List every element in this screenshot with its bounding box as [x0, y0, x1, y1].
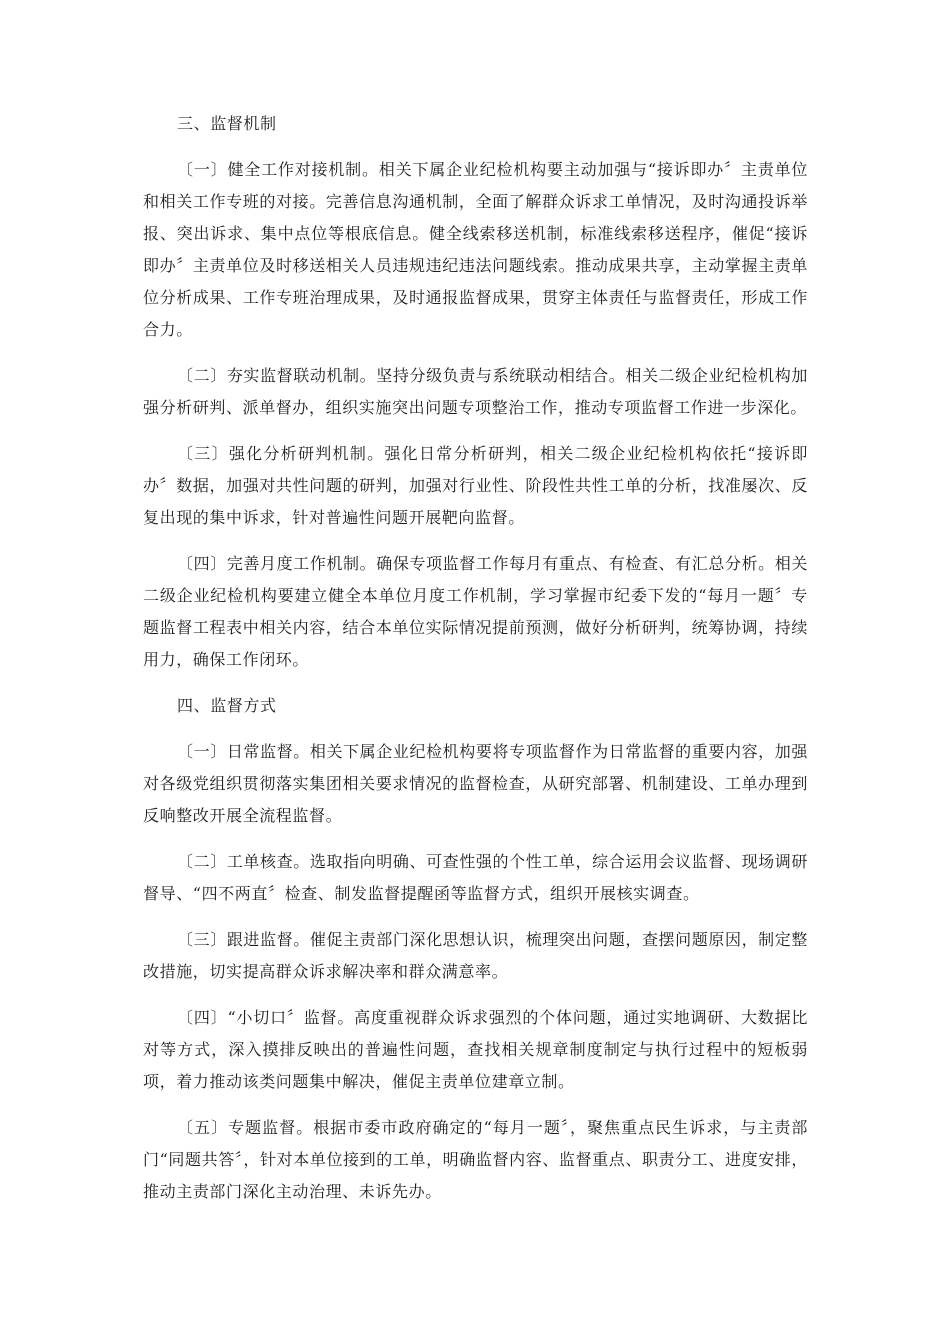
paragraph: 〔三〕强化分析研判机制。强化日常分析研判，相关二级企业纪检机构依托“接诉即办〞数据，加强对共性问题的研判，加强对行业性、阶段性共性工单的分析，找准屡次、反复出现的集中诉求，针对普遍性问题开展靶向监督。	[143, 444, 808, 527]
paragraph: 〔五〕专题监督。根据市委市政府确定的“每月一题〞，聚焦重点民生诉求，与主责部门“同题共答〞，针对本单位接到的工单，明确监督内容、监督重点、职责分工、进度安排，推动主责部门深化主动治理、未诉先办。	[143, 1118, 808, 1201]
paragraph: 〔二〕夯实监督联动机制。坚持分级负责与系统联动相结合。相关二级企业纪检机构加强分析研判、派单督办，组织实施突出问题专项整治工作，推动专项监督工作进一步深化。	[143, 366, 808, 417]
section-heading-supervision-methods: 四、监督方式	[177, 696, 277, 715]
paragraph: 〔四〕完善月度工作机制。确保专项监督工作每月有重点、有检查、有汇总分析。相关二级企业纪检机构要建立健全本单位月度工作机制，学习掌握市纪委下发的“每月一题〞专题监督工程表中相关内容，结合本单位实际情况提前预测，做好分析研判，统筹协调，持续用力，确保工作闭环。	[143, 554, 808, 669]
section-heading-supervision-mechanism: 三、监督机制	[177, 114, 277, 133]
paragraph: 〔一〕日常监督。相关下属企业纪检机构要将专项监督作为日常监督的重要内容，加强对各级党组织贯彻落实集团相关要求情况的监督检查，从研究部署、机制建设、工单办理到反响整改开展全流程监督。	[143, 742, 808, 825]
paragraph: 〔一〕健全工作对接机制。相关下属企业纪检机构要主动加强与“接诉即办〞主责单位和相关工作专班的对接。完善信息沟通机制，全面了解群众诉求工单情况，及时沟通投诉举报、突出诉求、集中点位等根底信息。健全线索移送机制，标准线索移送程序，催促“接诉即办〞主责单位及时移送相关人员违规违纪违法问题线索。推动成果共享，主动掌握主责单位分析成果、工作专班治理成果，及时通报监督成果，贯穿主体责任与监督责任，形成工作合力。	[143, 160, 808, 339]
paragraph: 〔四〕“小切口〞监督。高度重视群众诉求强烈的个体问题，通过实地调研、大数据比对等方式，深入摸排反映出的普遍性问题，查找相关规章制度制定与执行过程中的短板弱项，着力推动该类问题集中解决，催促主责单位建章立制。	[143, 1008, 808, 1091]
paragraph: 〔二〕工单核查。选取指向明确、可查性强的个性工单，综合运用会议监督、现场调研督导、“四不两直〞检查、制发监督提醒函等监督方式，组织开展核实调查。	[143, 852, 808, 903]
paragraph: 〔三〕跟进监督。催促主责部门深化思想认识，梳理突出问题，查摆问题原因，制定整改措施，切实提高群众诉求解决率和群众满意率。	[143, 930, 808, 981]
document-body	[143, 108, 808, 1208]
